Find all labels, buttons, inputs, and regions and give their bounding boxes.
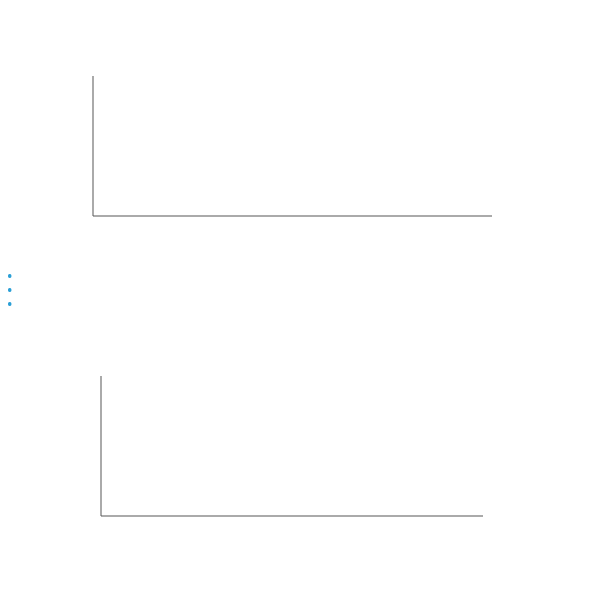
hallway-bullet xyxy=(8,270,16,280)
side-view-axes xyxy=(101,376,483,516)
bullet-dot-icon xyxy=(8,302,11,306)
hallway-bullet xyxy=(8,284,16,294)
bullet-dot-icon xyxy=(8,274,11,278)
top-view-axes xyxy=(93,76,492,216)
bullet-dot-icon xyxy=(8,288,11,292)
hallway-bullet xyxy=(8,298,16,308)
